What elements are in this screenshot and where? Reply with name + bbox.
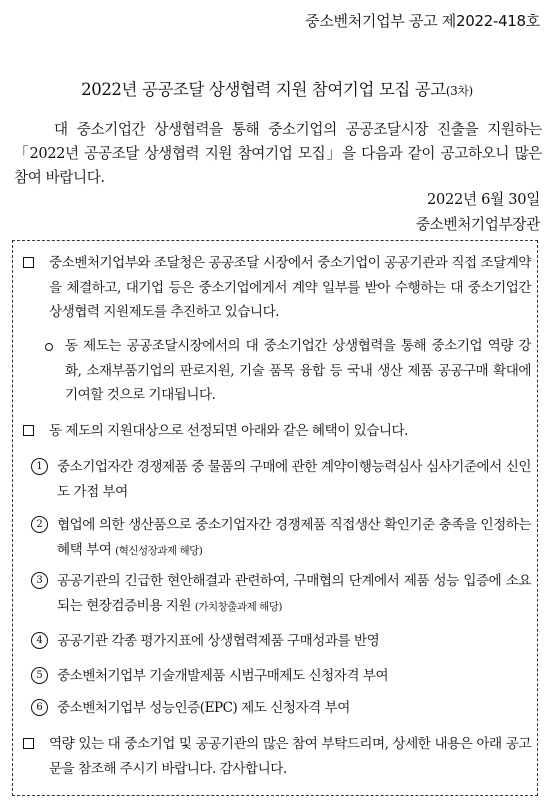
circled-number-icon: 1 <box>31 458 48 475</box>
square-bullet-icon <box>23 738 34 749</box>
square-bullet-icon <box>23 257 34 268</box>
benefit-item-5 <box>31 664 531 689</box>
benefit-text: 공공기관 각종 평가지표에 상생협력제품 구매성과를 반영 <box>57 633 380 649</box>
title-suffix: (3차) <box>445 84 473 98</box>
benefit-text <box>31 569 531 619</box>
notice-item-2-text: 동 제도의 지원대상으로 선정되면 아래와 같은 혜택이 있습니다. <box>49 423 408 439</box>
benefit-note: (혁신성장과제 해당) <box>115 544 203 557</box>
benefit-note: (가치창출과제 해당) <box>194 600 282 613</box>
circled-number-icon: 3 <box>31 572 48 589</box>
document-number: 중소벤처기업부 공고 제2022-418호 <box>305 12 540 30</box>
notice-item-3-text: 역량 있는 대 중소기업 및 공공기관의 많은 참여 부탁드리며, 상세한 내용은 아래 공고문을 참조해 주시기 바랍니다. 감사합니다. <box>49 736 531 777</box>
notice-box <box>12 240 538 796</box>
benefit-item-4 <box>31 629 531 654</box>
benefit-item-6 <box>31 696 531 721</box>
notice-item-1 <box>23 251 531 325</box>
document-title <box>0 76 554 100</box>
benefit-item-1 <box>31 455 531 504</box>
benefit-text: 중소벤처기업부 성능인증(EPC) 제도 신청자격 부여 <box>57 700 350 716</box>
benefit-text: 중소기업자간 경쟁제품 중 물품의 구매에 관한 계약이행능력심사 심사기준에서 신인도 가점 부여 <box>57 459 531 500</box>
notice-item-1-text: 중소벤처기업부와 조달청은 공공조달 시장에서 중소기업이 공공기관과 직접 조달계약을 체결하고, 대기업 등은 중소기업에게서 계약 일부를 받아 수행하는 대 중소기업간 상생협력 지원제도를 추진하고 있습니다. <box>49 255 531 320</box>
circled-number-icon: 5 <box>31 667 48 684</box>
benefit-main-text: 공공기관의 긴급한 현안해결과 관련하여, 구매협의 단계에서 제품 성능 입증에 소요되는 현장검증비용 지원 <box>57 573 531 614</box>
notice-item-2 <box>23 419 531 444</box>
benefit-item-3 <box>31 569 531 619</box>
square-bullet-icon <box>23 425 34 436</box>
circled-number-icon: 4 <box>31 632 48 649</box>
issuer: 중소벤처기업부장관 <box>415 216 540 233</box>
benefit-text: 중소벤처기업부 기술개발제품 시범구매제도 신청자격 부여 <box>57 668 389 684</box>
title-main: 2022년 공공조달 상생협력 지원 참여기업 모집 공고 <box>81 80 446 99</box>
notice-item-1-sub <box>43 334 531 408</box>
benefit-item-2 <box>31 513 531 563</box>
circle-bullet-icon <box>45 343 53 351</box>
intro-text: 대 중소기업간 상생협력을 통해 중소기업의 공공조달시장 진출을 지원하는「2022년 공공조달 상생협력 지원 참여기업 모집」을 다음과 같이 공고하오니 많은 참여 바랍니다. <box>14 121 542 186</box>
announcement-date: 2022년 6월 30일 <box>427 191 540 208</box>
notice-item-3 <box>23 732 531 781</box>
notice-item-1-sub-text: 동 제도는 공공조달시장에서의 대 중소기업간 상생협력을 통해 중소기업 역량 강화, 소재부품기업의 판로지원, 기술 품목 융합 등 국내 생산 제품 공공구매 확대에 기여할 것으로 기대됩니다. <box>65 338 531 403</box>
benefit-text <box>31 513 531 563</box>
circled-number-icon: 2 <box>31 516 48 533</box>
intro-paragraph <box>14 118 542 190</box>
benefit-main-text: 협업에 의한 생산품으로 중소기업자간 경쟁제품 직접생산 확인기준 충족을 인정하는 혜택 부여 <box>57 517 531 558</box>
circled-number-icon: 6 <box>31 699 48 716</box>
